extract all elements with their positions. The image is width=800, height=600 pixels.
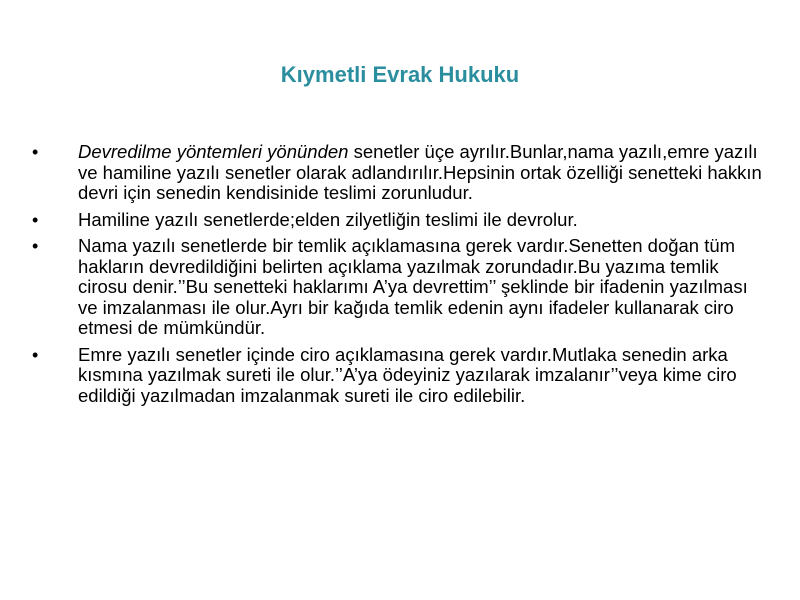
- bullet-text: senetler üçe ayrılır.Bunlar,nama yazılı,emre yazılı ve hamiline yazılı senetler olarak adlandırılır.Hepsinin ortak özelliği senetteki hakkın devri için senedin kendisinide teslimi zorunludur.: [78, 141, 762, 203]
- bullet-emphasis: Devredilme yöntemleri yönünden: [78, 141, 349, 162]
- bullet-dot-icon: •: [32, 344, 39, 365]
- bullet-text: Emre yazılı senetler içinde ciro açıklamasına gerek vardır.Mutlaka senedin arka kısmına yazılmak sureti ile olur.’’A’ya ödeyiniz yazılarak imzalanır’’veya kime ciro edildiği yazılmadan imzalanmak sureti ile ciro edilebilir.: [78, 343, 737, 406]
- bullet-dot-icon: •: [32, 142, 39, 162]
- bullet-text: Hamiline yazılı senetlerde;elden zilyetliğin teslimi ile devrolur.: [78, 208, 578, 230]
- slide-title: Kıymetli Evrak Hukuku: [280, 62, 520, 87]
- bullet-text: Nama yazılı senetlerde bir temlik açıklamasına gerek vardır.Senetten doğan tüm hakların devredildiğini belirten açıklama yazılmak zorundadır.Bu yazıma temlik cirosu denir.’’Bu senetteki haklarımı A’ya devrettim’’ şeklinde bir ifadenin yazılması ve imzalanması ile olur.Ayrı bir kağıda temlik edenin aynı ifadeler kullanarak ciro etmesi de mümkündür.: [78, 235, 748, 338]
- bullet-item-2: [30, 210, 765, 231]
- bullet-item-1: [30, 142, 765, 204]
- bullet-dot-icon: •: [32, 209, 39, 230]
- bullet-list: [30, 142, 765, 412]
- bullet-dot-icon: •: [32, 236, 39, 256]
- bullet-item-4: [30, 345, 765, 407]
- bullet-item-3: [30, 236, 765, 339]
